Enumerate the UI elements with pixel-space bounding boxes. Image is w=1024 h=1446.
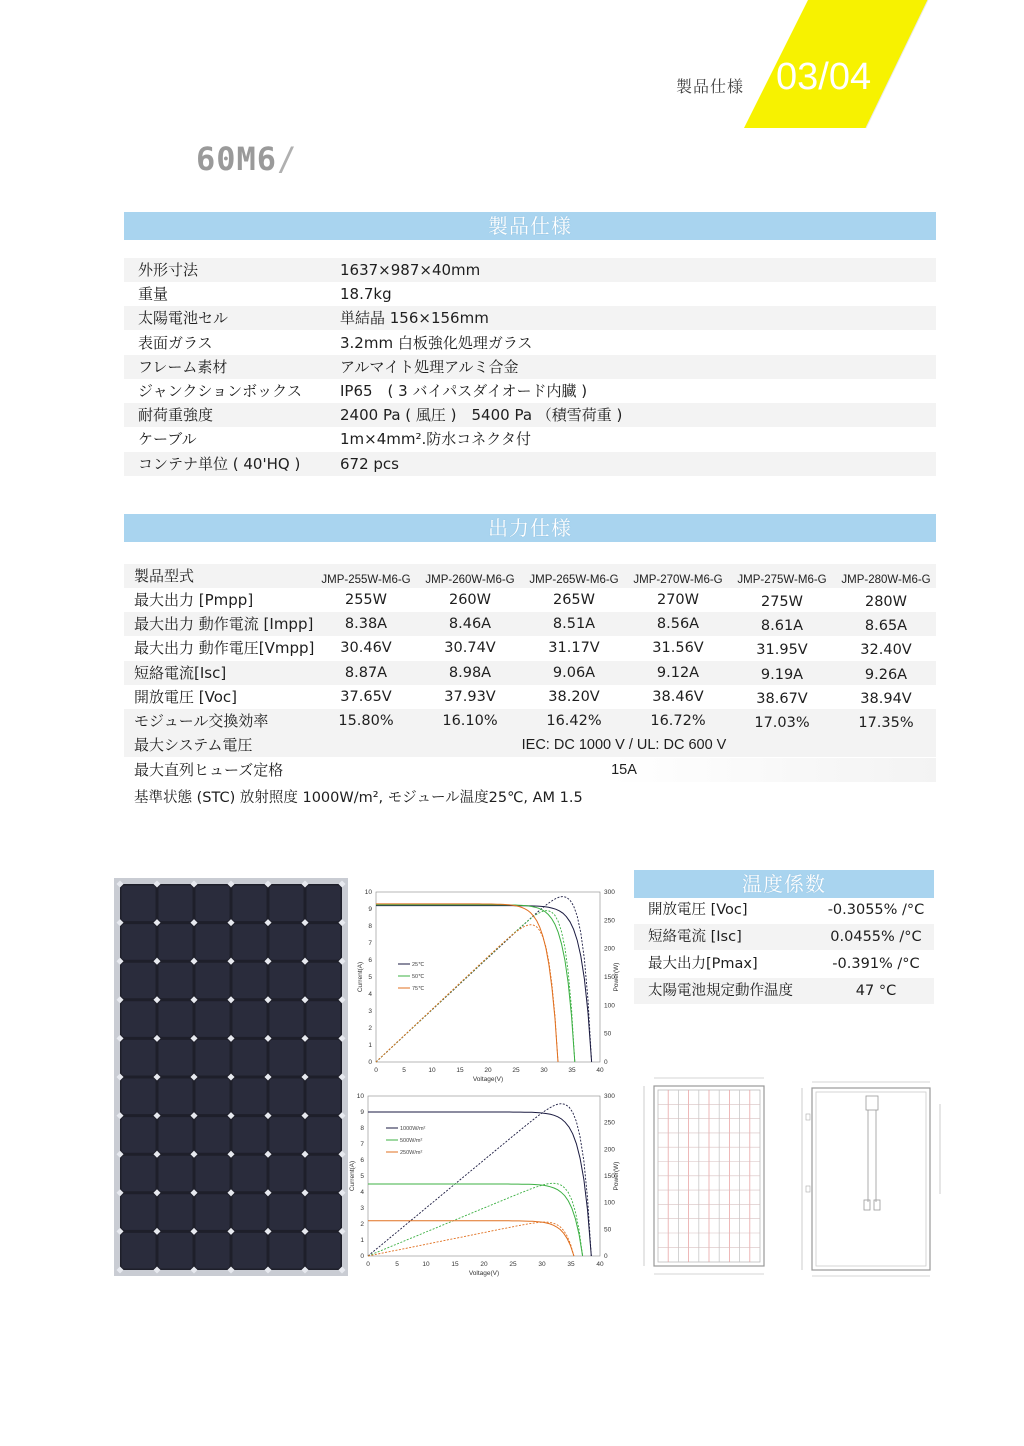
x-tick-label: 40 [596, 1067, 604, 1074]
output-key: モジュール交換効率 [134, 712, 269, 730]
y-tick-label: 9 [360, 1109, 364, 1116]
panel-cell [196, 1156, 230, 1192]
output-value: 38.94V [860, 690, 912, 707]
panel-cell [196, 1194, 230, 1230]
fuse-value: 15A [611, 762, 637, 778]
spec-value: 1637×987×40mm [340, 261, 481, 279]
output-value: 260W [448, 592, 491, 608]
output-value: 17.03% [754, 715, 810, 731]
output-value: 270W [656, 592, 699, 608]
panel-cell [233, 1194, 267, 1230]
output-value: 30.74V [444, 640, 496, 657]
spec-value: 1m×4mm².防水コネクタ付 [340, 430, 531, 449]
y2-tick-label: 150 [604, 1173, 615, 1180]
x-axis-label: Voltage(V) [468, 1270, 500, 1277]
output-value: 31.56V [652, 640, 704, 657]
y-axis-label: Current(A) [349, 1160, 356, 1192]
temperature-value: -0.391% /°C [832, 956, 920, 972]
panel-cell [122, 1233, 156, 1269]
x-tick-label: 5 [402, 1067, 406, 1074]
header-section-label: 製品仕様 [676, 77, 745, 96]
output-value: 17.35% [858, 715, 914, 731]
output-value: 265W [552, 592, 595, 608]
output-value: 31.17V [548, 640, 600, 657]
iv-curve-line [368, 1184, 583, 1256]
output-value: 9.12A [656, 664, 700, 681]
temperature-value: 0.0455% /°C [830, 929, 922, 945]
output-value: 32.40V [860, 642, 912, 659]
legend-label: 50℃ [412, 974, 425, 980]
temperature-row [634, 978, 934, 1004]
panel-cell [233, 886, 267, 922]
system-voltage-row [124, 733, 936, 757]
panel-cell [122, 1040, 156, 1076]
panel-cell [122, 1194, 156, 1230]
spec-value: IP65 ( 3 バイパスダイオード内臓 ) [340, 382, 588, 400]
panel-cell [122, 1117, 156, 1153]
y2-axis-label: Power(W) [613, 1161, 620, 1191]
panel-cell [270, 924, 304, 960]
model-name: JMP-275W-M6-G [737, 574, 827, 586]
spec-key: 耐荷重強度 [138, 406, 214, 425]
panel-cell [233, 1156, 267, 1192]
y2-tick-label: 150 [604, 974, 615, 981]
product-spec-row [124, 282, 936, 306]
y-tick-label: 4 [368, 991, 372, 998]
panel-cell [159, 1117, 193, 1153]
panel-cell [122, 963, 156, 999]
x-tick-label: 20 [484, 1067, 492, 1074]
panel-cell [307, 1156, 341, 1192]
output-value: 8.61A [760, 618, 804, 635]
panel-cell [233, 1040, 267, 1076]
solar-panel-image [114, 878, 348, 1276]
iv-curve-irradiance-chart [346, 1090, 624, 1282]
panel-cell [233, 1079, 267, 1115]
x-tick-label: 0 [366, 1261, 370, 1268]
output-value: 8.46A [448, 616, 492, 633]
panel-cell [159, 886, 193, 922]
panel-cell [122, 1156, 156, 1192]
temperature-key: 最大出力[Pmax] [648, 956, 758, 972]
x-tick-label: 5 [395, 1261, 399, 1268]
output-key: 開放電圧 [Voc] [134, 687, 237, 706]
iv-curve-line [376, 905, 575, 1062]
product-spec-row [124, 306, 936, 330]
y-tick-label: 3 [360, 1205, 364, 1212]
spec-value: 18.7kg [340, 285, 392, 304]
model-label-text: 60M6 [196, 140, 278, 178]
y2-tick-label: 100 [604, 1002, 615, 1010]
model-name: JMP-255W-M6-G [321, 574, 411, 586]
panel-cell [122, 1001, 156, 1037]
y-tick-label: 5 [360, 1173, 364, 1180]
spec-key: フレーム素材 [138, 357, 228, 376]
panel-cell [307, 1001, 341, 1037]
temperature-title: 温度係数 [742, 872, 826, 896]
y-tick-label: 2 [360, 1221, 364, 1228]
y-tick-label: 8 [368, 923, 372, 930]
spec-value: 672 pcs [340, 454, 399, 473]
output-value: 255W [344, 592, 387, 608]
output-spec-row [124, 685, 936, 709]
output-spec-row [124, 612, 936, 636]
y2-tick-label: 50 [604, 1226, 612, 1234]
y-tick-label: 3 [368, 1008, 372, 1015]
power-curve-line [368, 1222, 574, 1256]
temperature-row [634, 951, 934, 977]
x-tick-label: 25 [512, 1067, 520, 1074]
panel-cell [270, 963, 304, 999]
y-tick-label: 5 [368, 974, 372, 981]
output-value: 16.42% [546, 713, 602, 729]
system-voltage-value: IEC: DC 1000 V / UL: DC 600 V [521, 737, 727, 753]
output-key: 最大出力 [Pmpp] [134, 591, 254, 609]
y-tick-label: 9 [368, 906, 372, 913]
page-number: 03/04 [776, 56, 872, 98]
output-value: 280W [864, 594, 907, 610]
output-key: 短絡電流[Isc] [134, 663, 227, 682]
panel-cell [196, 1117, 230, 1153]
y2-tick-label: 250 [604, 917, 615, 925]
product-spec-row [124, 427, 936, 451]
panel-cell [270, 1156, 304, 1192]
y-tick-label: 1 [368, 1042, 372, 1049]
output-spec-row [124, 588, 936, 612]
spec-key: 外形寸法 [138, 261, 199, 279]
output-value: 38.20V [548, 688, 600, 705]
iv-curve-line [376, 904, 558, 1062]
panel-cell [196, 1233, 230, 1269]
y2-tick-label: 50 [604, 1030, 612, 1038]
y-tick-label: 10 [356, 1093, 364, 1100]
panel-cell [233, 963, 267, 999]
output-spec-row [124, 636, 936, 660]
power-curve-line [368, 1183, 583, 1256]
output-value: 30.46V [340, 640, 392, 657]
panel-cell [122, 1079, 156, 1115]
output-value: 8.51A [552, 616, 596, 633]
output-key: 最大直列ヒューズ定格 [134, 761, 284, 779]
panel-cell [307, 1040, 341, 1076]
panel-cell [233, 1117, 267, 1153]
legend-label: 75℃ [412, 986, 425, 992]
panel-cell [233, 1001, 267, 1037]
back-dimension-drawing [788, 1074, 952, 1284]
panel-cell [307, 1117, 341, 1153]
spec-key: コンテナ単位 ( 40'HQ ) [138, 454, 301, 473]
x-tick-label: 10 [428, 1067, 436, 1074]
temperature-key: 開放電圧 [Voc] [648, 902, 748, 918]
spec-key: ケーブル [138, 430, 197, 449]
y-tick-label: 1 [360, 1237, 364, 1244]
spec-key: 表面ガラス [138, 333, 213, 352]
y2-tick-label: 200 [604, 1146, 615, 1154]
legend-label: 1000W/m² [400, 1126, 426, 1132]
y2-tick-label: 0 [604, 1059, 608, 1066]
panel-cell [307, 1194, 341, 1230]
y2-tick-label: 100 [604, 1199, 615, 1207]
x-tick-label: 35 [567, 1261, 575, 1268]
y2-tick-label: 200 [604, 945, 615, 953]
model-name: JMP-265W-M6-G [529, 574, 619, 586]
panel-cell [270, 1117, 304, 1153]
panel-cell [270, 1233, 304, 1269]
panel-cell [307, 1079, 341, 1115]
x-tick-label: 25 [509, 1261, 517, 1268]
spec-value: 単結晶 156×156mm [340, 309, 489, 328]
y-tick-label: 6 [368, 957, 372, 964]
spec-value: 3.2mm 白板強化処理ガラス [340, 333, 533, 352]
output-value: 37.65V [340, 688, 392, 705]
y-tick-label: 4 [360, 1189, 364, 1196]
spec-key: ジャンクションボックス [138, 382, 302, 400]
output-value: 31.95V [756, 642, 808, 659]
output-value: 8.87A [344, 664, 388, 681]
panel-cell [196, 924, 230, 960]
x-tick-label: 30 [538, 1261, 546, 1268]
model-name: JMP-260W-M6-G [425, 574, 515, 586]
y-tick-label: 6 [360, 1157, 364, 1164]
panel-cell [233, 924, 267, 960]
temperature-key: 太陽電池規定動作温度 [648, 983, 793, 999]
model-slash: / [277, 140, 298, 178]
temperature-row [634, 924, 934, 950]
y2-tick-label: 0 [604, 1253, 608, 1260]
panel-cell [159, 1040, 193, 1076]
output-key: 製品型式 [134, 567, 195, 585]
spec-value: アルマイト処理アルミ合金 [340, 357, 519, 376]
power-curve-line [376, 897, 592, 1063]
stc-note: 基準状態 (STC) 放射照度 1000W/m², モジュール温度25℃, AM 1.5 [134, 790, 583, 806]
model-label [196, 140, 297, 178]
panel-cell [122, 924, 156, 960]
panel-cell [159, 1156, 193, 1192]
y-tick-label: 7 [368, 940, 372, 947]
spec-value: 2400 Pa ( 風圧 ) 5400 Pa （積雪荷重 ) [340, 406, 623, 425]
iv-curve-temperature-chart [352, 884, 624, 1086]
output-value: 9.19A [760, 666, 804, 683]
y-tick-label: 2 [368, 1025, 372, 1032]
y-axis-label: Current(A) [357, 961, 364, 993]
product-spec-row [124, 331, 936, 355]
panel-cell [233, 1233, 267, 1269]
product-spec-row [124, 403, 936, 427]
x-tick-label: 10 [422, 1261, 430, 1268]
front-dimension-drawing [638, 1072, 778, 1284]
plot-frame [368, 1096, 600, 1256]
iv-curve-line [376, 906, 592, 1062]
output-value: 16.10% [442, 713, 498, 729]
product-spec-row [124, 355, 936, 379]
panel-cell [159, 1233, 193, 1269]
legend-label: 25℃ [412, 962, 425, 968]
output-value: 16.72% [650, 713, 706, 729]
product-spec-title: 製品仕様 [488, 214, 572, 238]
y-tick-label: 0 [360, 1253, 364, 1260]
spec-key: 太陽電池セル [138, 309, 229, 328]
panel-cell [196, 1079, 230, 1115]
output-value: 9.26A [864, 666, 908, 683]
power-curve-line [376, 911, 575, 1062]
output-value: 15.80% [338, 713, 394, 729]
output-spec-row [124, 661, 936, 685]
panel-cell [196, 1040, 230, 1076]
x-tick-label: 20 [480, 1261, 488, 1268]
product-spec-row [124, 452, 936, 476]
product-spec-row [124, 258, 936, 282]
y-tick-label: 10 [364, 889, 372, 896]
panel-cell [196, 886, 230, 922]
product-spec-header [124, 212, 936, 240]
spec-key: 重量 [138, 285, 169, 304]
panel-cell [270, 1001, 304, 1037]
output-value: 275W [760, 594, 803, 610]
output-key: 最大システム電圧 [134, 736, 253, 754]
output-value: 38.46V [652, 688, 704, 705]
panel-cell [159, 924, 193, 960]
y2-tick-label: 300 [604, 889, 615, 896]
output-value: 8.98A [448, 664, 492, 681]
output-value: 8.65A [864, 618, 908, 635]
x-axis-label: Voltage(V) [472, 1076, 504, 1083]
panel-cell [270, 1194, 304, 1230]
y2-axis-label: Power(W) [613, 962, 620, 992]
panel-cell [159, 1079, 193, 1115]
x-tick-label: 0 [374, 1067, 378, 1074]
panel-cell [159, 963, 193, 999]
temperature-header [634, 870, 934, 898]
product-spec-row [124, 379, 936, 403]
temperature-value: -0.3055% /°C [827, 902, 925, 918]
panel-cell [270, 886, 304, 922]
output-spec-row [124, 709, 936, 733]
model-name: JMP-280W-M6-G [841, 574, 931, 586]
y2-tick-label: 250 [604, 1119, 615, 1127]
y2-tick-label: 300 [604, 1093, 615, 1100]
temperature-row [634, 897, 934, 923]
y-tick-label: 0 [368, 1059, 372, 1066]
panel-cell [307, 963, 341, 999]
panel-cell [159, 1194, 193, 1230]
y-tick-label: 7 [360, 1141, 364, 1148]
x-tick-label: 15 [451, 1261, 459, 1268]
panel-cell [159, 1001, 193, 1037]
output-value: 37.93V [444, 688, 496, 705]
output-model-row [124, 564, 936, 588]
output-value: 9.06A [552, 664, 596, 681]
x-tick-label: 35 [568, 1067, 576, 1074]
legend-label: 250W/m² [400, 1150, 423, 1156]
x-tick-label: 40 [596, 1261, 604, 1268]
output-value: 8.38A [344, 616, 388, 633]
output-spec-title: 出力仕様 [488, 516, 572, 540]
panel-cell [307, 1233, 341, 1269]
model-name: JMP-270W-M6-G [633, 574, 723, 586]
output-value: 8.56A [656, 616, 700, 633]
legend-label: 500W/m² [400, 1138, 423, 1144]
temperature-value: 47 °C [855, 983, 897, 999]
temperature-key: 短絡電流 [Isc] [648, 929, 742, 945]
x-tick-label: 30 [540, 1067, 548, 1074]
panel-cell [196, 963, 230, 999]
panel-cell [196, 1001, 230, 1037]
output-value: 38.67V [756, 690, 808, 707]
iv-curve-line [368, 1221, 574, 1256]
panel-cell [122, 886, 156, 922]
panel-cell [270, 1040, 304, 1076]
panel-cell [307, 924, 341, 960]
y-tick-label: 8 [360, 1125, 364, 1132]
fuse-row [124, 758, 936, 782]
panel-cell [307, 886, 341, 922]
panel-cell [270, 1079, 304, 1115]
output-key: 最大出力 動作電流 [Impp] [134, 615, 314, 634]
x-tick-label: 15 [456, 1067, 464, 1074]
output-spec-header [124, 514, 936, 542]
output-key: 最大出力 動作電圧[Vmpp] [134, 639, 315, 658]
power-curve-line [376, 925, 558, 1062]
